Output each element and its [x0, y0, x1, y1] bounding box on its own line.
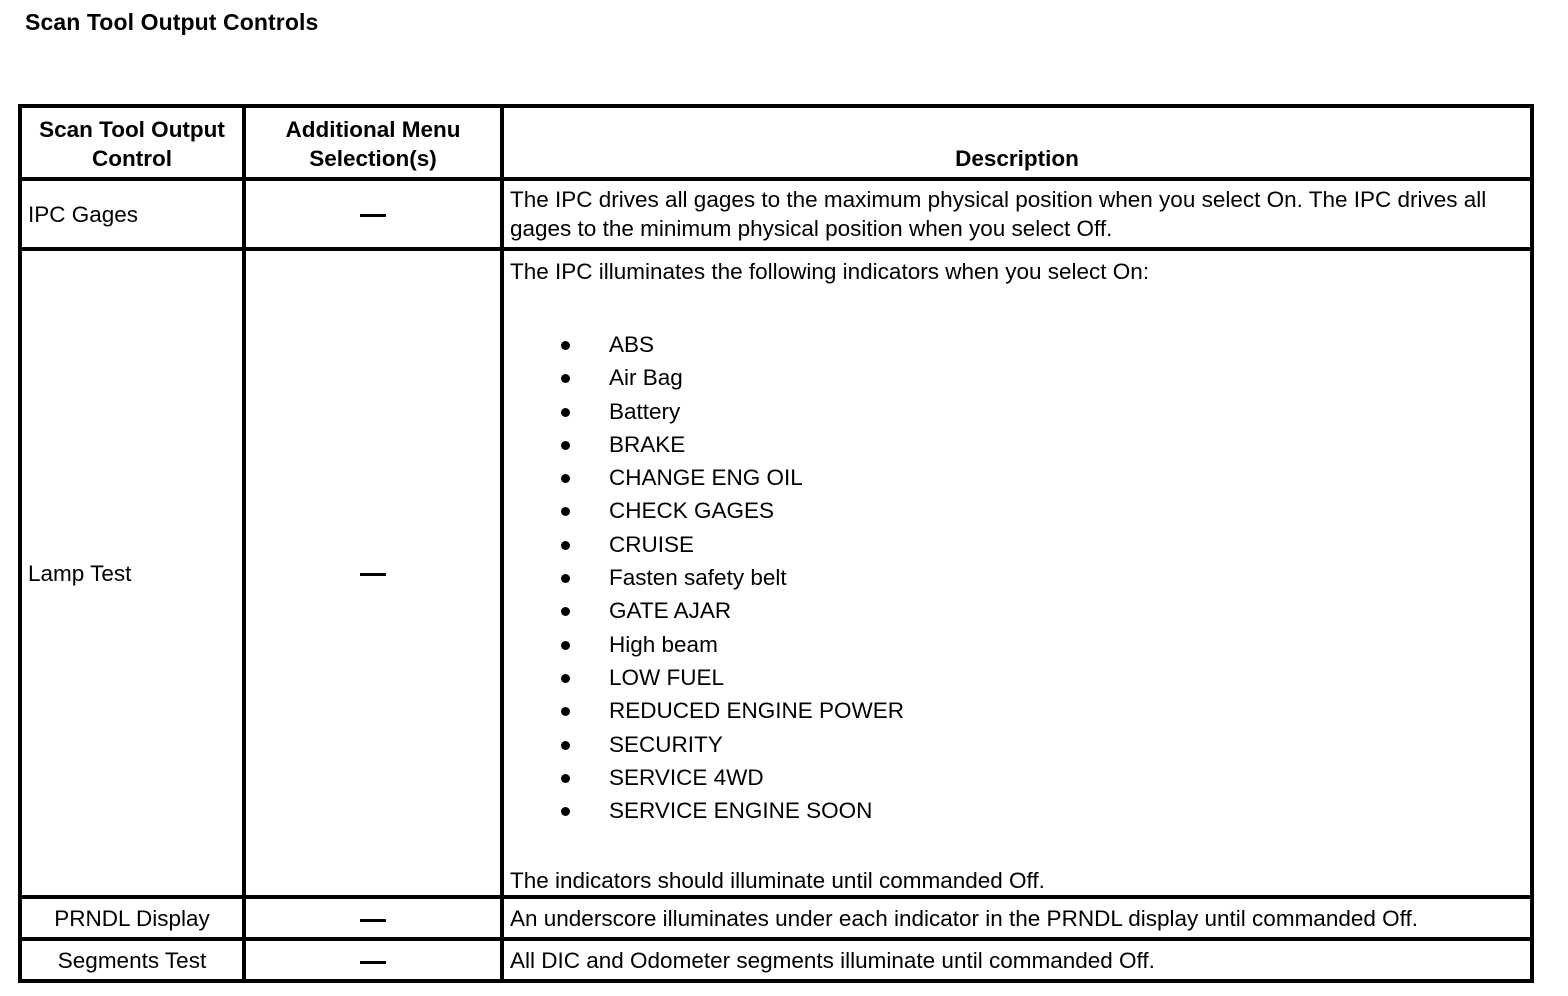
header-control: Scan Tool Output Control: [20, 106, 244, 179]
control-cell: Segments Test: [20, 939, 244, 981]
table-row: [20, 897, 1532, 939]
header-menu-selection: Additional Menu Selection(s): [244, 106, 502, 179]
indicator-label: Fasten safety belt: [609, 565, 787, 591]
indicator-list: [510, 328, 1524, 827]
table-header-row: [20, 106, 1532, 179]
table-row: [20, 939, 1532, 981]
dash-icon: [360, 919, 386, 922]
indicator-label: CHECK GAGES: [609, 498, 775, 524]
indicator-label: Air Bag: [609, 365, 683, 391]
menu-cell: [244, 897, 502, 939]
indicator-label: CRUISE: [609, 531, 695, 557]
document-title: Scan Tool Output Controls: [25, 9, 319, 35]
bullet-icon: [561, 674, 570, 683]
list-item: [558, 461, 1524, 494]
list-item: [558, 361, 1524, 394]
dash-icon: [360, 214, 386, 217]
description-intro: The IPC illuminates the following indicators when you select On:: [510, 259, 1150, 284]
control-cell: Lamp Test: [20, 249, 244, 897]
indicator-label: High beam: [609, 631, 718, 657]
bullet-icon: [561, 507, 570, 516]
indicator-label: CHANGE ENG OIL: [609, 465, 803, 491]
list-item: [558, 728, 1524, 761]
bullet-icon: [561, 541, 570, 550]
indicator-label: LOW FUEL: [609, 664, 725, 690]
indicator-label: SERVICE 4WD: [609, 764, 764, 790]
menu-cell: [244, 179, 502, 249]
output-controls-table: [18, 104, 1534, 983]
list-item: [558, 561, 1524, 594]
description-cell: All DIC and Odometer segments illuminate until commanded Off.: [502, 939, 1532, 981]
indicator-label: BRAKE: [609, 431, 686, 457]
list-item: [558, 661, 1524, 694]
control-cell: IPC Gages: [20, 179, 244, 249]
list-item: [558, 328, 1524, 361]
description-outro: The indicators should illuminate until commanded Off.: [510, 868, 1045, 894]
bullet-icon: [561, 341, 570, 350]
list-item: [558, 428, 1524, 461]
dash-icon: [360, 961, 386, 964]
bullet-icon: [561, 774, 570, 783]
list-item: [558, 628, 1524, 661]
bullet-icon: [561, 441, 570, 450]
dash-icon: [360, 573, 386, 576]
bullet-icon: [561, 408, 570, 417]
list-item: [558, 395, 1524, 428]
control-cell: PRNDL Display: [20, 897, 244, 939]
bullet-icon: [561, 574, 570, 583]
bullet-icon: [561, 607, 570, 616]
list-item: [558, 794, 1524, 827]
description-cell: An underscore illuminates under each indicator in the PRNDL display until commanded Off.: [502, 897, 1532, 939]
list-item: [558, 528, 1524, 561]
list-item: [558, 594, 1524, 627]
menu-cell: [244, 249, 502, 897]
list-item: [558, 494, 1524, 527]
indicator-label: GATE AJAR: [609, 598, 732, 624]
bullet-icon: [561, 374, 570, 383]
header-description: Description: [502, 106, 1532, 179]
indicator-label: SERVICE ENGINE SOON: [609, 798, 873, 824]
bullet-icon: [561, 807, 570, 816]
table-row: [20, 179, 1532, 249]
indicator-label: Battery: [609, 398, 681, 424]
indicator-label: REDUCED ENGINE POWER: [609, 698, 905, 724]
menu-cell: [244, 939, 502, 981]
bullet-icon: [561, 474, 570, 483]
bullet-icon: [561, 641, 570, 650]
bullet-icon: [561, 707, 570, 716]
list-item: [558, 694, 1524, 727]
indicator-label: SECURITY: [609, 731, 723, 757]
description-cell: [502, 249, 1532, 897]
indicator-label: ABS: [609, 332, 655, 357]
table-row: [20, 249, 1532, 897]
description-cell: The IPC drives all gages to the maximum physical position when you select On. The IPC drives all gages to the minimum physical position when you select Off.: [502, 179, 1532, 249]
bullet-icon: [561, 741, 570, 750]
list-item: [558, 761, 1524, 794]
